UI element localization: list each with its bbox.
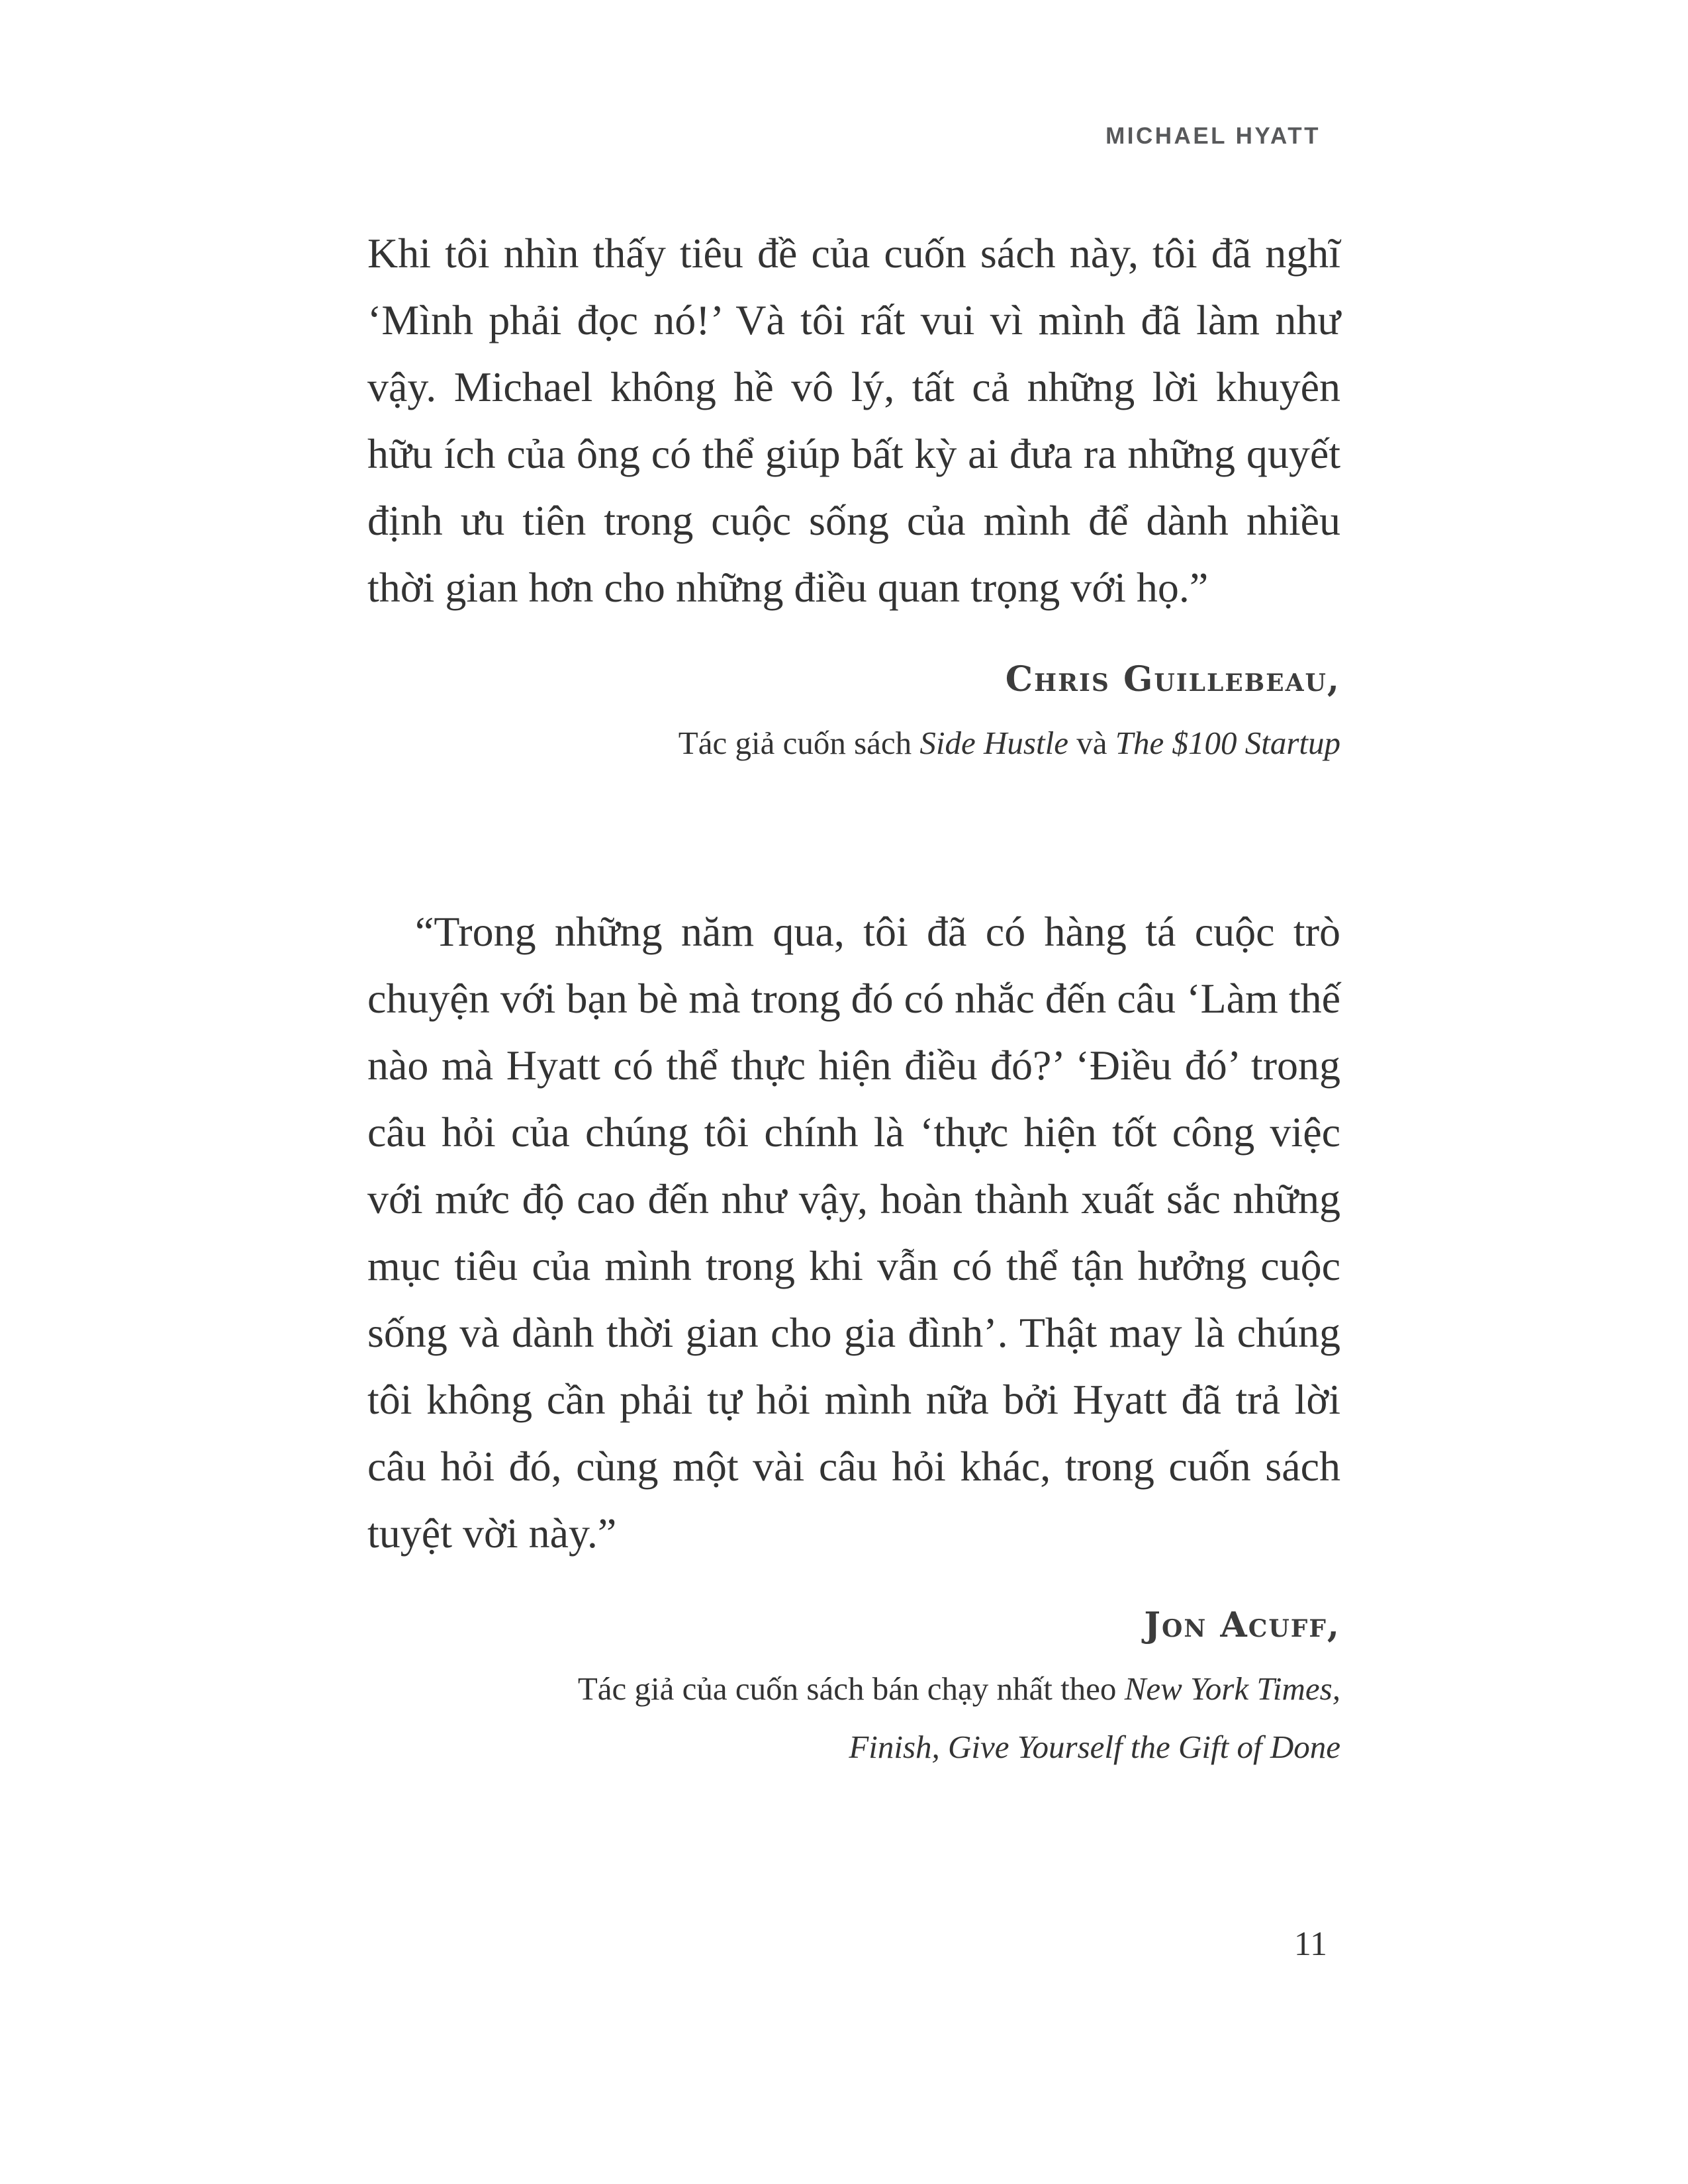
quote-author: Jon Acuff, (1144, 1605, 1340, 1645)
book-title: Finish, Give Yourself the Gift of Done (849, 1729, 1340, 1765)
attribution-text: và (1068, 725, 1115, 761)
quote-author: Chris Guillebeau, (1005, 659, 1340, 700)
attribution-text: Tác giả cuốn sách (678, 725, 920, 761)
quote-text: “Trong những năm qua, tôi đã có hàng tá cuộc trò chuyện với bạn bè mà trong đó có nhắc đến câu ‘Làm thế nào mà Hyatt có thể thực hiện điều đó?’ ‘Điều đó’ trong câu hỏi của chúng tôi chính là ‘thực hiện tốt công việc với mức độ cao đến như vậy, hoàn thành xuất sắc những mục tiêu của mình trong khi vẫn có thể tận hưởng cuộc sống và dành thời gian cho gia đình’. Thật may là chúng tôi không cần phải tự hỏi mình nữa bởi Hyatt đã trả lời câu hỏi đó, cùng một vài câu hỏi khác, trong cuốn sách tuyệt vời này.” (367, 908, 1340, 1557)
quote-text: Khi tôi nhìn thấy tiêu đề của cuốn sách này, tôi đã nghĩ ‘Mình phải đọc nó!’ Và tôi rất vui vì mình đã làm như vậy. Michael không hề vô lý, tất cả những lời khuyên hữu ích của ông có thể giúp bất kỳ ai đưa ra những quyết định ưu tiên trong cuộc sống của mình để dành nhiều thời gian hơn cho những điều quan trọng với họ.” (367, 230, 1340, 611)
quote-attribution (367, 1660, 1340, 1776)
page-number: 11 (1293, 1925, 1327, 1963)
book-title: New York Times, (1124, 1670, 1340, 1707)
book-title: Side Hustle (919, 725, 1068, 761)
attribution-text: Tác giả của cuốn sách bán chạy nhất theo (577, 1670, 1125, 1707)
endorsement-quote-2 (367, 898, 1340, 1776)
quote-attribution (367, 714, 1340, 772)
page-content (367, 220, 1340, 1776)
endorsement-quote-1 (367, 220, 1340, 772)
running-head: MICHAEL HYATT (1105, 123, 1321, 149)
book-title: The $100 Startup (1115, 725, 1340, 761)
